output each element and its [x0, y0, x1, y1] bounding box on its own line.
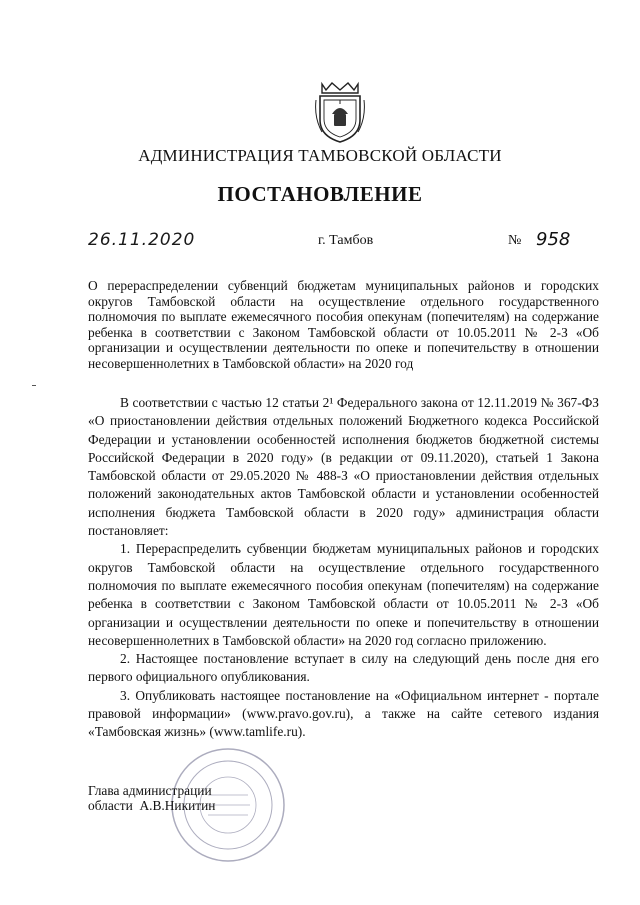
document-subject: О перераспределении субвенций бюджетам муниципальных районов и городских округов Тамбовской области на осуществление отдельного государственного полномочия по выплате ежемесячного пособия опекунам (попечителям) на содержание ребенка в соответствии с Законом Тамбовской области от 10.05.2011 № 2-З «Об организации и осуществлении деятельности по опеке и попечительству в отношении несовершеннолетних в Тамбовской области» на 2020 год [88, 278, 599, 371]
margin-mark [32, 385, 36, 386]
signature-name-line [88, 798, 215, 813]
document-type-title: ПОСТАНОВЛЕНИЕ [217, 182, 423, 206]
signature-position: Глава администрации [88, 783, 212, 798]
document-body [88, 394, 599, 742]
body-preamble: В соответствии с частью 12 статьи 2¹ Федерального закона от 12.11.2019 № 367-ФЗ «О приостановлении действия отдельных положений Бюджетного кодекса Российской Федерации и установлении особенностей исполнения бюджетов бюджетной системы Российской Федерации в 2020 году» (в редакции от 09.11.2020), статьей 1 Закона Тамбовской области от 29.05.2020 № 488-З «О приостановлении действия отдельных положений законодательных актов Тамбовской области и установлении особенностей исполнения бюджета Тамбовской области в 2020 году» администрация области постановляет: [88, 395, 599, 539]
signature-block [88, 783, 215, 813]
signature-region: области [88, 798, 133, 813]
document-number-label: № [508, 233, 522, 248]
document-number: 958 [536, 229, 571, 250]
document-city: г. Тамбов [318, 233, 374, 248]
body-item: 2. Настоящее постановление вступает в силу на следующий день после дня его первого официального опубликования. [88, 651, 599, 685]
body-item: 3. Опубликовать настоящее постановление на «Официальном интернет - портале правовой информации» (www.pravo.gov.ru), а также на сайте сетевого издания «Тамбовская жизнь» (www.tamlife.ru). [88, 687, 599, 740]
organization-title: АДМИНИСТРАЦИЯ ТАМБОВСКОЙ ОБЛАСТИ [138, 146, 502, 165]
body-item: 1. Перераспределить субвенции бюджетам муниципальных районов и городских округов Тамбовской области на осуществление отдельного государственного полномочия по выплате ежемесячного пособия опекунам (попечителям) на содержание ребенка в соответствии с Законом Тамбовской области от 10.05.2011 № 2-З «Об организации и осуществлении деятельности по опеке и попечительству в отношении несовершеннолетних в Тамбовской области» на 2020 год согласно приложению. [88, 541, 599, 648]
coat-of-arms-icon [312, 80, 368, 146]
signature-name: А.В.Никитин [139, 798, 216, 813]
document-date: 26.11.2020 [88, 230, 196, 250]
